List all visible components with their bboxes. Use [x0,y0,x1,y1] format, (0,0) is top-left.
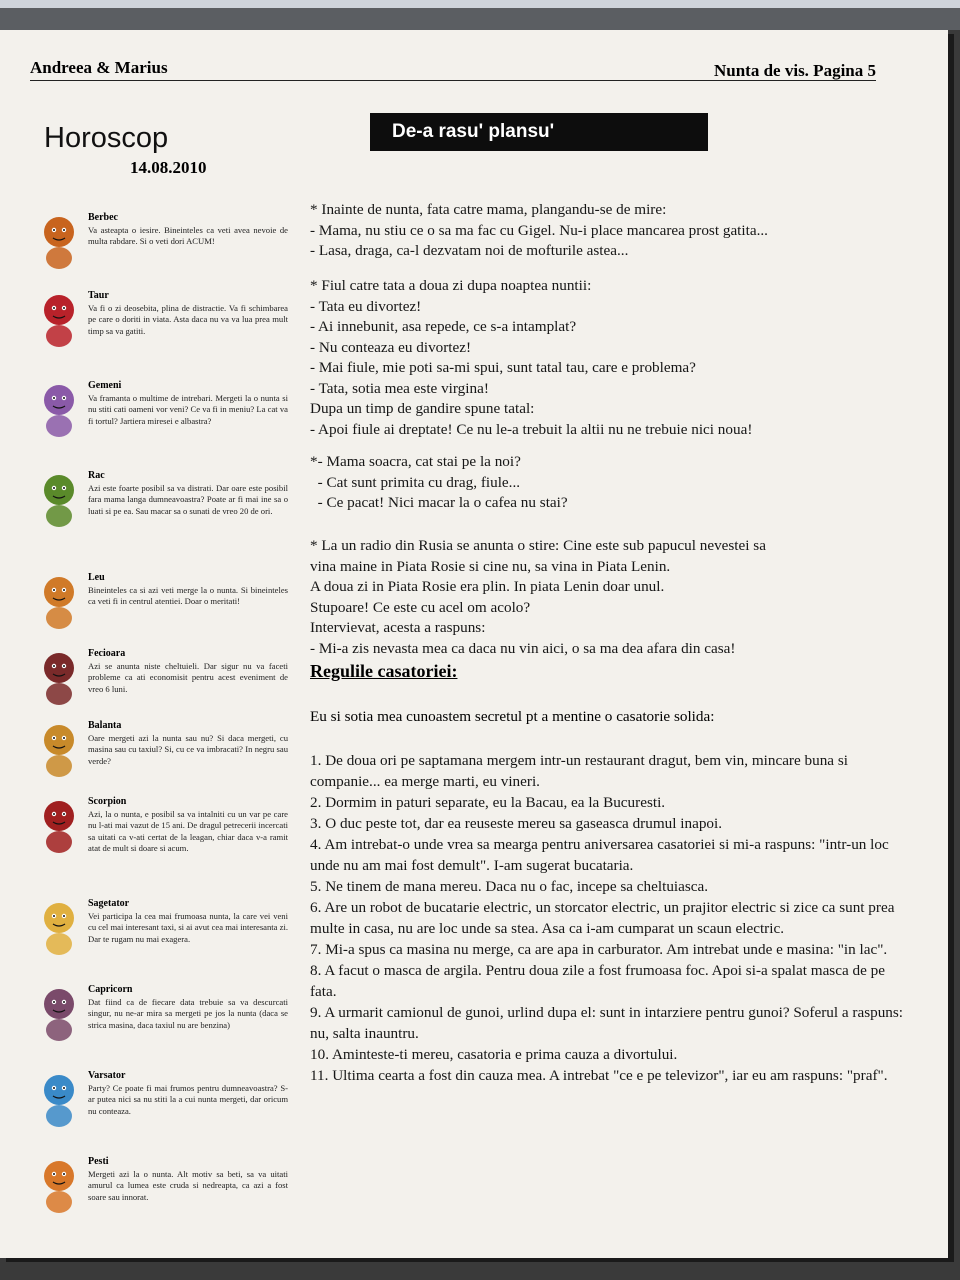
pisces-icon [34,1156,84,1214]
joke-line: - Nu conteaza eu divortez! [310,338,472,356]
jokes-banner: De-a rasu' plansu' [370,113,708,151]
cancer-icon [34,470,84,528]
sign-text: Dat fiind ca de fiecare data trebuie sa va descurcati singur, nu ne-ar mira sa mergeti pe jos la nunta (daca se strica masina, daca taxiul nu are benzina) [88,997,288,1030]
sign-text: Azi este foarte posibil sa va distrati. Dar oare este posibil fara mama langa dumneavoastra? Poate ar fi mai ine sa o luati si pe ea. Sau macar sa o sunati de vreo 20 de ori. [88,483,288,516]
joke-line: - Apoi fiule ai dreptate! Ce nu le-a trebuit la altii nu ne trebuie nici noua! [310,420,753,438]
rule-item: 4. Am intrebat-o unde vrea sa mearga pentru aniversarea casatoriei si mi-a raspuns: "intr-un loc unde nu am mai fost demult". I-am sugerat bucataria. [310,836,889,874]
rule-item: 2. Dormim in paturi separate, eu la Bacau, ea la Bucuresti. [310,794,666,811]
joke-line: Intervievat, acesta a raspuns: [310,619,486,636]
taurus-icon [34,290,84,348]
rule-item: 7. Mi-a spus ca masina nu merge, ca are apa in carburator. Am intrebat unde e masina: "in lac". [310,941,888,958]
aries-icon [34,212,84,270]
gemini-icon [34,380,84,438]
rules-list [310,750,910,1086]
sign-text: Azi, la o nunta, e posibil sa va intalniti cu un var pe care nu l-ati mai vazut de 15 ani. De dragul petrecerii incercati sa uitati ca v-ati certat de la leagan, chiar daca v-a ramit atat de mult si doare si acum. [88,809,288,854]
horoscope-sign [34,380,288,460]
header-left: Andreea & Marius [30,58,168,77]
rule-item: 5. Ne tinem de mana mereu. Daca nu o fac, incepe sa cheltuiasca. [310,878,709,895]
sign-text: Bineinteles ca si azi veti merge la o nunta. Si bineinteles ca veti fi in centrul atentiei. Doar o meritati! [88,585,288,607]
horoscope-sign [34,796,288,876]
joke-block [310,276,910,440]
sign-name: Varsator [88,1070,126,1081]
capricorn-icon [34,984,84,1042]
rule-item: 11. Ultima cearta a fost din cauza mea. A intrebat "ce e pe televizor", iar eu am raspuns: "praf". [310,1067,888,1084]
sign-name: Gemeni [88,380,122,391]
rule-item: 10. Aminteste-ti mereu, casatoria e prima cauza a divortului. [310,1046,678,1063]
horoscope-sign [34,648,288,728]
joke-line: Stupoare! Ce este cu acel om acolo? [310,598,531,616]
sign-text: Mergeti azi la o nunta. Alt motiv sa beti, sa va uitati amurul ca lumea este cruda si nedreapta, ca azi a fost soare sau innorat. [88,1169,288,1202]
sign-text: Party? Ce poate fi mai frumos pentru dumneavoastra? S-ar putea nici sa nu stiti la a cui nunta mergeti, dar oricum nu conteaza. [88,1083,288,1116]
joke-line: * La un radio din Rusia se anunta o stire: Cine este sub papucul nevestei sa [310,537,766,554]
joke-line: - Ai innebunit, asa repede, ce s-a intamplat? [310,318,577,335]
sign-name: Sagetator [88,898,130,909]
horoscope-title: Horoscop [44,122,169,154]
sign-name: Pesti [88,1156,109,1167]
horoscope-sign [34,1070,288,1150]
sign-name: Berbec [88,212,118,223]
sign-text: Vei participa la cea mai frumoasa nunta, la care vei veni cu cel mai interesant taxi, si ai avut cea mai interesanta zi. Dar te rugam nu mai exagera. [88,911,288,944]
horoscope-date: 14.08.2010 [130,158,207,177]
horoscope-sign [34,290,288,370]
horoscope-sign [34,212,288,292]
rules-title: Regulile casatoriei: [310,661,458,681]
horoscope-sign [34,984,288,1064]
joke-line: * Fiul catre tata a doua zi dupa noaptea nuntii: [310,277,592,294]
sign-name: Leu [88,572,105,583]
sign-name: Capricorn [88,984,133,995]
rule-item: 1. De doua ori pe saptamana mergem intr-un restaurant dragut, bem vin, mincare buna si companie... ea merge marti, eu vineri. [310,752,848,790]
sign-text: Azi se anunta niste cheltuieli. Dar sigur nu va faceti probleme ca ati economisit pentru acest eveniment de vreo 6 luni. [88,661,288,694]
horoscope-sign [34,572,288,652]
sign-text: Va asteapta o iesire. Bineinteles ca veti avea nevoie de multa rabdare. Si o veti dori ACUM! [88,225,288,247]
joke-line: - Lasa, draga, ca-l dezvatam noi de mofturile astea... [310,242,629,259]
sign-text: Va framanta o multime de intrebari. Mergeti la o nunta si nu stiti cati oameni vor veni? Ce va fi in meniu? La cat va fi tortul? Jartiera miresei e albastra? [88,393,288,426]
joke-block [310,536,910,659]
horoscope-sign [34,898,288,978]
horoscope-sign [34,470,288,550]
sagittarius-icon [34,898,84,956]
joke-block [310,200,910,262]
joke-line: Dupa un timp de gandire spune tatal: [310,400,535,417]
joke-line: - Mi-a zis nevasta mea ca daca nu vin aici, o sa ma dea afara din casa! [310,639,736,657]
sign-name: Balanta [88,720,122,731]
joke-line: - Mai fiule, mie poti sa-mi spui, sunt tatal tau, care e problema? [310,359,696,376]
sign-name: Taur [88,290,109,301]
scorpio-icon [34,796,84,854]
joke-line: *- Mama soacra, cat stai pe la noi? [310,453,521,470]
sign-name: Rac [88,470,105,481]
top-window-bar [0,0,960,30]
horoscope-sign [34,1156,288,1236]
sign-text: Va fi o zi deosebita, plina de distractie. Va fi schimbarea pe care o doriti in viata. Asta daca nu va va lua prea mult timp sa va gatiti. [88,303,288,336]
joke-line: - Mama, nu stiu ce o sa ma fac cu Gigel. Nu-i place mancarea prost gatita... [310,221,768,239]
sign-name: Scorpion [88,796,127,807]
joke-block [310,452,910,514]
joke-line: - Cat sunt primita cu drag, fiule... [310,473,521,491]
rule-item: 9. A urmarit camionul de gunoi, urlind dupa el: sunt in intarziere pentru gunoi? Soferul a raspuns: nu, salta inauntru. [310,1004,904,1042]
sign-name: Fecioara [88,648,126,659]
page-header [30,58,876,81]
header-right: Nunta de vis. Pagina 5 [714,61,876,80]
joke-line: * Inainte de nunta, fata catre mama, plangandu-se de mire: [310,201,667,218]
libra-icon [34,720,84,778]
rules-intro: Eu si sotia mea cunoastem secretul pt a mentine o casatorie solida: [310,708,715,725]
rule-item: 3. O duc peste tot, dar ea reuseste mereu sa gaseasca drumul inapoi. [310,815,723,832]
joke-line: - Tata, sotia mea este virgina! [310,379,489,397]
joke-line: vina maine in Piata Rosie si cine nu, sa vina in Piata Lenin. [310,557,671,575]
joke-line: - Ce pacat! Nici macar la o cafea nu stai? [310,494,568,511]
aquarius-icon [34,1070,84,1128]
rule-item: 8. A facut o masca de argila. Pentru doua zile a fost frumoasa foc. Apoi si-a spalat masca de pe fata. [310,962,885,1000]
joke-line: - Tata eu divortez! [310,297,422,315]
sign-text: Oare mergeti azi la nunta sau nu? Si daca mergeti, cu masina sau cu taxiul? Si, cu ce va imbracati? In negru sau verde? [88,733,288,766]
rule-item: 6. Are un robot de bucatarie electric, un storcator electric, un prajitor electric si zice ca sunt prea multe in casa, nu are loc unde sa stea. Asa ca i-am cumparat un scaun electric. [310,899,895,937]
toolbar-strip [0,0,960,8]
leo-icon [34,572,84,630]
virgo-icon [34,648,84,706]
joke-line: A doua zi in Piata Rosie era plin. In piata Lenin doar unul. [310,578,665,595]
horoscope-sign [34,720,288,800]
